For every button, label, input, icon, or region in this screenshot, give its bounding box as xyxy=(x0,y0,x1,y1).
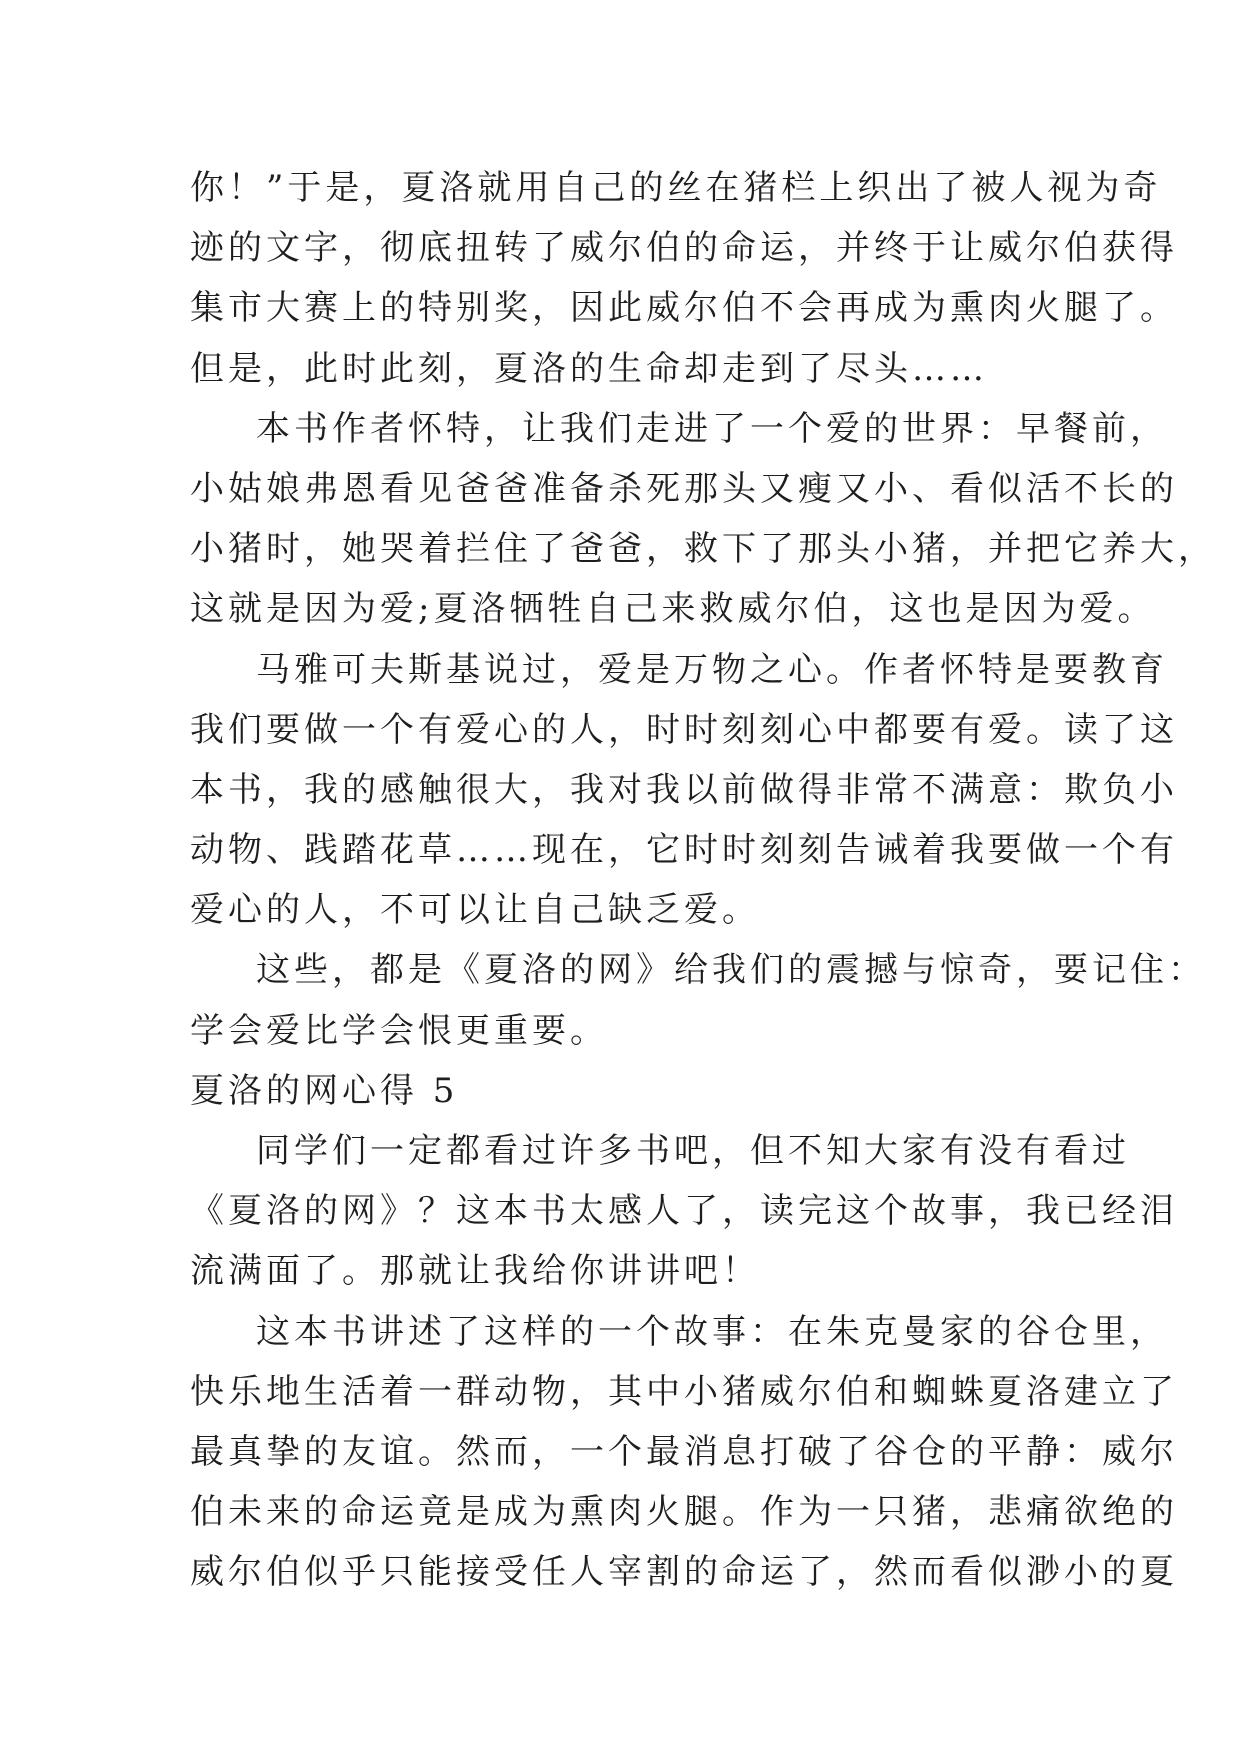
text-line: 学会爱比学会恨更重要。 xyxy=(190,1010,608,1051)
text-line: 快乐地生活着一群动物，其中小猪威尔伯和蜘蛛夏洛建立了 xyxy=(190,1371,1178,1412)
paragraph-first-line: 本书作者怀特，让我们走进了一个爱的世界：早餐前， xyxy=(256,408,1168,449)
text-line: 本书，我的感触很大，我对我以前做得非常不满意：欺负小 xyxy=(190,769,1178,810)
paragraph-first-line: 同学们一定都看过许多书吧，但不知大家有没有看过 xyxy=(256,1131,1130,1171)
text-line: 小姑娘弗恩看见爸爸准备杀死那头又瘦又小、看似活不长的 xyxy=(190,468,1178,509)
document-body xyxy=(190,158,1216,1603)
text-line: 迹的文字，彻底扭转了威尔伯的命运，并终于让威尔伯获得 xyxy=(190,228,1178,269)
text-line: 小猪时，她哭着拦住了爸爸，救下了那头小猪，并把它养大， xyxy=(190,529,1216,570)
text-line: 流满面了。那就让我给你讲讲吧！ xyxy=(190,1251,760,1292)
text-line: 集市大赛上的特别奖，因此威尔伯不会再成为熏肉火腿了。 xyxy=(190,288,1178,329)
text-line: 你！”于是，夏洛就用自己的丝在猪栏上织出了被人视为奇 xyxy=(190,168,1162,208)
text-line: 爱心的人，不可以让自己缺乏爱。 xyxy=(190,890,760,931)
section-heading: 夏洛的网心得 5 xyxy=(190,1070,459,1111)
text-line: 最真挚的友谊。然而，一个最消息打破了谷仓的平静：威尔 xyxy=(190,1431,1178,1472)
text-line: 伯未来的命运竟是成为熏肉火腿。作为一只猪，悲痛欲绝的 xyxy=(190,1492,1178,1533)
text-line: 动物、践踏花草……现在，它时时刻刻告诫着我要做一个有 xyxy=(190,830,1178,871)
paragraph-first-line: 马雅可夫斯基说过，爱是万物之心。作者怀特是要教育 xyxy=(256,649,1168,690)
paragraph-first-line: 这些，都是《夏洛的网》给我们的震撼与惊奇，要记住： xyxy=(256,950,1206,991)
text-line: 威尔伯似乎只能接受任人宰割的命运了，然而看似渺小的夏 xyxy=(190,1552,1178,1593)
paragraph-first-line: 这本书讲述了这样的一个故事：在朱克曼家的谷仓里， xyxy=(256,1311,1168,1352)
text-line: 这就是因为爱;夏洛牺牲自己来救威尔伯，这也是因为爱。 xyxy=(190,589,1156,630)
text-line: 我们要做一个有爱心的人，时时刻刻心中都要有爱。读了这 xyxy=(190,709,1178,750)
text-line: 《夏洛的网》？这本书太感人了，读完这个故事，我已经泪 xyxy=(190,1191,1178,1232)
text-line: 但是，此时此刻，夏洛的生命却走到了尽头…… xyxy=(190,348,988,389)
